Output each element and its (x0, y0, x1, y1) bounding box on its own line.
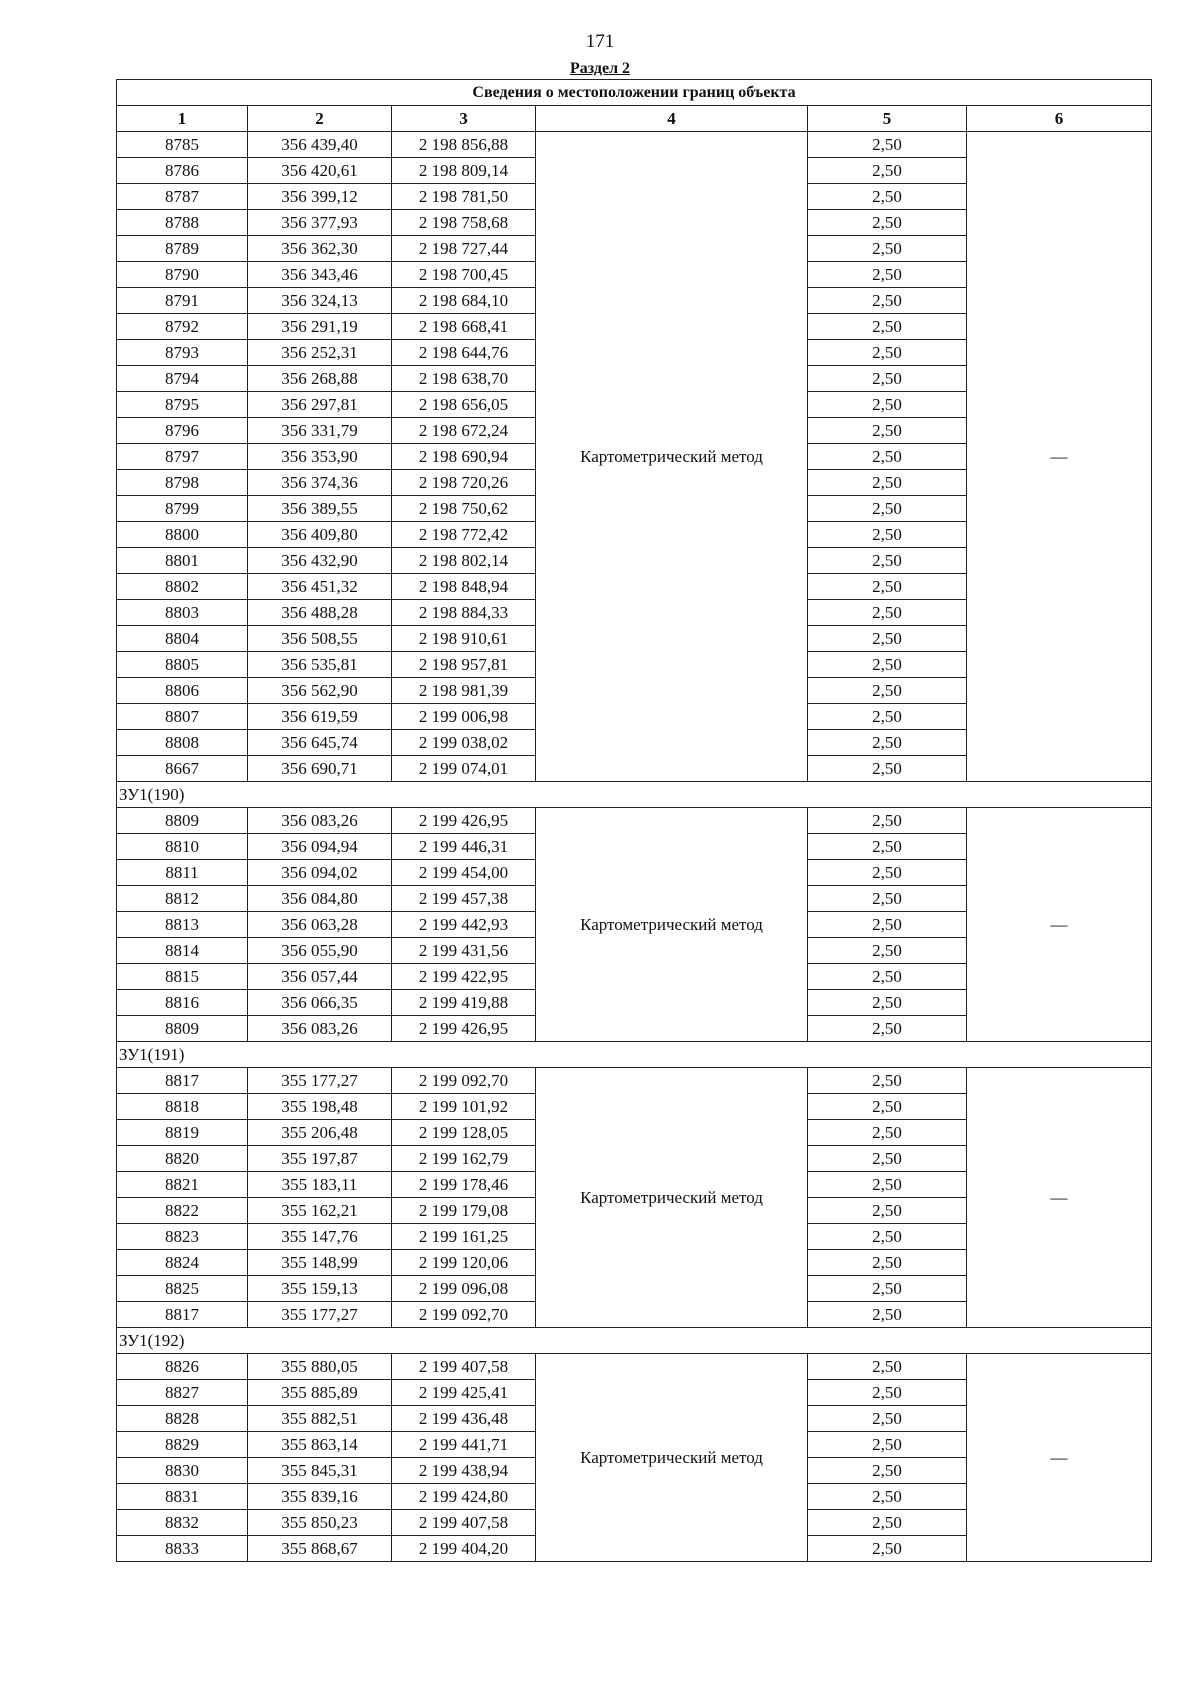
point-number-cell: 8826 (117, 1354, 248, 1380)
y-coordinate-cell: 2 199 038,02 (392, 730, 536, 756)
accuracy-cell: 2,50 (808, 1146, 967, 1172)
point-number-cell: 8667 (117, 756, 248, 782)
notes-cell: — (967, 1354, 1152, 1562)
point-number-cell: 8787 (117, 184, 248, 210)
accuracy-cell: 2,50 (808, 938, 967, 964)
accuracy-cell: 2,50 (808, 1432, 967, 1458)
point-number-cell: 8792 (117, 314, 248, 340)
table-body (117, 132, 1152, 1562)
point-number-cell: 8818 (117, 1094, 248, 1120)
y-coordinate-cell: 2 199 431,56 (392, 938, 536, 964)
table-row (117, 1354, 1152, 1380)
x-coordinate-cell: 355 198,48 (248, 1094, 392, 1120)
accuracy-cell: 2,50 (808, 860, 967, 886)
point-number-cell: 8811 (117, 860, 248, 886)
point-number-cell: 8805 (117, 652, 248, 678)
y-coordinate-cell: 2 198 856,88 (392, 132, 536, 158)
accuracy-cell: 2,50 (808, 1276, 967, 1302)
accuracy-cell: 2,50 (808, 626, 967, 652)
x-coordinate-cell: 356 374,36 (248, 470, 392, 496)
point-number-cell: 8808 (117, 730, 248, 756)
point-number-cell: 8814 (117, 938, 248, 964)
accuracy-cell: 2,50 (808, 1094, 967, 1120)
y-coordinate-cell: 2 198 981,39 (392, 678, 536, 704)
accuracy-cell: 2,50 (808, 158, 967, 184)
x-coordinate-cell: 355 868,67 (248, 1536, 392, 1562)
x-coordinate-cell: 356 094,94 (248, 834, 392, 860)
x-coordinate-cell: 355 880,05 (248, 1354, 392, 1380)
accuracy-cell: 2,50 (808, 444, 967, 470)
point-number-cell: 8830 (117, 1458, 248, 1484)
point-number-cell: 8796 (117, 418, 248, 444)
accuracy-cell: 2,50 (808, 288, 967, 314)
y-coordinate-cell: 2 199 457,38 (392, 886, 536, 912)
group-label: ЗУ1(192) (117, 1328, 1152, 1354)
accuracy-cell: 2,50 (808, 730, 967, 756)
x-coordinate-cell: 356 389,55 (248, 496, 392, 522)
y-coordinate-cell: 2 199 404,20 (392, 1536, 536, 1562)
accuracy-cell: 2,50 (808, 886, 967, 912)
x-coordinate-cell: 355 197,87 (248, 1146, 392, 1172)
section-title: Раздел 2 (569, 60, 631, 77)
point-number-cell: 8828 (117, 1406, 248, 1432)
x-coordinate-cell: 356 083,26 (248, 808, 392, 834)
y-coordinate-cell: 2 199 178,46 (392, 1172, 536, 1198)
y-coordinate-cell: 2 199 128,05 (392, 1120, 536, 1146)
y-coordinate-cell: 2 198 910,61 (392, 626, 536, 652)
x-coordinate-cell: 356 362,30 (248, 236, 392, 262)
x-coordinate-cell: 356 331,79 (248, 418, 392, 444)
point-number-cell: 8820 (117, 1146, 248, 1172)
x-coordinate-cell: 355 147,76 (248, 1224, 392, 1250)
point-number-cell: 8831 (117, 1484, 248, 1510)
point-number-cell: 8809 (117, 1016, 248, 1042)
point-number-cell: 8789 (117, 236, 248, 262)
point-number-cell: 8802 (117, 574, 248, 600)
x-coordinate-cell: 356 084,80 (248, 886, 392, 912)
point-number-cell: 8812 (117, 886, 248, 912)
x-coordinate-cell: 356 619,59 (248, 704, 392, 730)
x-coordinate-cell: 355 885,89 (248, 1380, 392, 1406)
accuracy-cell: 2,50 (808, 496, 967, 522)
y-coordinate-cell: 2 198 656,05 (392, 392, 536, 418)
x-coordinate-cell: 355 177,27 (248, 1068, 392, 1094)
accuracy-cell: 2,50 (808, 1068, 967, 1094)
x-coordinate-cell: 356 645,74 (248, 730, 392, 756)
x-coordinate-cell: 355 882,51 (248, 1406, 392, 1432)
point-number-cell: 8800 (117, 522, 248, 548)
accuracy-cell: 2,50 (808, 1198, 967, 1224)
x-coordinate-cell: 356 409,80 (248, 522, 392, 548)
accuracy-cell: 2,50 (808, 132, 967, 158)
x-coordinate-cell: 356 094,02 (248, 860, 392, 886)
point-number-cell: 8823 (117, 1224, 248, 1250)
y-coordinate-cell: 2 199 425,41 (392, 1380, 536, 1406)
y-coordinate-cell: 2 199 446,31 (392, 834, 536, 860)
y-coordinate-cell: 2 199 422,95 (392, 964, 536, 990)
table-title-row (117, 80, 1152, 106)
page-number: 171 (585, 31, 615, 52)
accuracy-cell: 2,50 (808, 262, 967, 288)
y-coordinate-cell: 2 198 672,24 (392, 418, 536, 444)
x-coordinate-cell: 356 297,81 (248, 392, 392, 418)
y-coordinate-cell: 2 199 161,25 (392, 1224, 536, 1250)
method-cell: Картометрический метод (536, 1068, 808, 1328)
y-coordinate-cell: 2 199 006,98 (392, 704, 536, 730)
y-coordinate-cell: 2 198 957,81 (392, 652, 536, 678)
column-header: 3 (392, 106, 536, 132)
group-label-row (117, 782, 1152, 808)
x-coordinate-cell: 355 183,11 (248, 1172, 392, 1198)
x-coordinate-cell: 356 432,90 (248, 548, 392, 574)
accuracy-cell: 2,50 (808, 652, 967, 678)
accuracy-cell: 2,50 (808, 548, 967, 574)
point-number-cell: 8797 (117, 444, 248, 470)
y-coordinate-cell: 2 198 720,26 (392, 470, 536, 496)
column-header: 1 (117, 106, 248, 132)
accuracy-cell: 2,50 (808, 1536, 967, 1562)
point-number-cell: 8791 (117, 288, 248, 314)
point-number-cell: 8827 (117, 1380, 248, 1406)
y-coordinate-cell: 2 199 162,79 (392, 1146, 536, 1172)
y-coordinate-cell: 2 199 426,95 (392, 1016, 536, 1042)
y-coordinate-cell: 2 198 644,76 (392, 340, 536, 366)
boundary-coordinates-table (116, 79, 1152, 1562)
point-number-cell: 8822 (117, 1198, 248, 1224)
x-coordinate-cell: 355 159,13 (248, 1276, 392, 1302)
accuracy-cell: 2,50 (808, 184, 967, 210)
x-coordinate-cell: 356 439,40 (248, 132, 392, 158)
y-coordinate-cell: 2 199 438,94 (392, 1458, 536, 1484)
accuracy-cell: 2,50 (808, 1172, 967, 1198)
y-coordinate-cell: 2 198 781,50 (392, 184, 536, 210)
x-coordinate-cell: 356 420,61 (248, 158, 392, 184)
accuracy-cell: 2,50 (808, 366, 967, 392)
y-coordinate-cell: 2 199 092,70 (392, 1302, 536, 1328)
point-number-cell: 8790 (117, 262, 248, 288)
accuracy-cell: 2,50 (808, 418, 967, 444)
group-label-row (117, 1328, 1152, 1354)
y-coordinate-cell: 2 198 884,33 (392, 600, 536, 626)
y-coordinate-cell: 2 199 101,92 (392, 1094, 536, 1120)
point-number-cell: 8788 (117, 210, 248, 236)
y-coordinate-cell: 2 199 436,48 (392, 1406, 536, 1432)
y-coordinate-cell: 2 199 419,88 (392, 990, 536, 1016)
point-number-cell: 8825 (117, 1276, 248, 1302)
accuracy-cell: 2,50 (808, 1250, 967, 1276)
x-coordinate-cell: 355 863,14 (248, 1432, 392, 1458)
table-row (117, 808, 1152, 834)
point-number-cell: 8821 (117, 1172, 248, 1198)
point-number-cell: 8795 (117, 392, 248, 418)
point-number-cell: 8809 (117, 808, 248, 834)
x-coordinate-cell: 356 488,28 (248, 600, 392, 626)
group-label: ЗУ1(191) (117, 1042, 1152, 1068)
accuracy-cell: 2,50 (808, 990, 967, 1016)
point-number-cell: 8794 (117, 366, 248, 392)
x-coordinate-cell: 356 399,12 (248, 184, 392, 210)
x-coordinate-cell: 356 377,93 (248, 210, 392, 236)
group-label: ЗУ1(190) (117, 782, 1152, 808)
x-coordinate-cell: 356 508,55 (248, 626, 392, 652)
column-header: 4 (536, 106, 808, 132)
accuracy-cell: 2,50 (808, 1120, 967, 1146)
point-number-cell: 8810 (117, 834, 248, 860)
y-coordinate-cell: 2 198 848,94 (392, 574, 536, 600)
accuracy-cell: 2,50 (808, 834, 967, 860)
x-coordinate-cell: 356 343,46 (248, 262, 392, 288)
accuracy-cell: 2,50 (808, 1484, 967, 1510)
accuracy-cell: 2,50 (808, 678, 967, 704)
x-coordinate-cell: 356 252,31 (248, 340, 392, 366)
x-coordinate-cell: 356 535,81 (248, 652, 392, 678)
accuracy-cell: 2,50 (808, 1510, 967, 1536)
x-coordinate-cell: 356 353,90 (248, 444, 392, 470)
accuracy-cell: 2,50 (808, 470, 967, 496)
accuracy-cell: 2,50 (808, 236, 967, 262)
column-number-row (117, 106, 1152, 132)
x-coordinate-cell: 355 845,31 (248, 1458, 392, 1484)
x-coordinate-cell: 356 066,35 (248, 990, 392, 1016)
y-coordinate-cell: 2 198 758,68 (392, 210, 536, 236)
x-coordinate-cell: 356 268,88 (248, 366, 392, 392)
accuracy-cell: 2,50 (808, 522, 967, 548)
y-coordinate-cell: 2 199 179,08 (392, 1198, 536, 1224)
point-number-cell: 8806 (117, 678, 248, 704)
point-number-cell: 8817 (117, 1068, 248, 1094)
accuracy-cell: 2,50 (808, 600, 967, 626)
x-coordinate-cell: 355 850,23 (248, 1510, 392, 1536)
y-coordinate-cell: 2 198 668,41 (392, 314, 536, 340)
x-coordinate-cell: 356 057,44 (248, 964, 392, 990)
x-coordinate-cell: 355 177,27 (248, 1302, 392, 1328)
y-coordinate-cell: 2 199 442,93 (392, 912, 536, 938)
x-coordinate-cell: 355 148,99 (248, 1250, 392, 1276)
accuracy-cell: 2,50 (808, 210, 967, 236)
y-coordinate-cell: 2 199 407,58 (392, 1354, 536, 1380)
table-title: Сведения о местоположении границ объекта (117, 80, 1152, 106)
y-coordinate-cell: 2 198 638,70 (392, 366, 536, 392)
accuracy-cell: 2,50 (808, 1354, 967, 1380)
point-number-cell: 8829 (117, 1432, 248, 1458)
y-coordinate-cell: 2 199 454,00 (392, 860, 536, 886)
accuracy-cell: 2,50 (808, 1406, 967, 1432)
point-number-cell: 8798 (117, 470, 248, 496)
accuracy-cell: 2,50 (808, 704, 967, 730)
y-coordinate-cell: 2 199 407,58 (392, 1510, 536, 1536)
point-number-cell: 8803 (117, 600, 248, 626)
accuracy-cell: 2,50 (808, 574, 967, 600)
x-coordinate-cell: 356 451,32 (248, 574, 392, 600)
point-number-cell: 8804 (117, 626, 248, 652)
y-coordinate-cell: 2 199 096,08 (392, 1276, 536, 1302)
y-coordinate-cell: 2 198 750,62 (392, 496, 536, 522)
y-coordinate-cell: 2 198 727,44 (392, 236, 536, 262)
y-coordinate-cell: 2 198 700,45 (392, 262, 536, 288)
y-coordinate-cell: 2 199 441,71 (392, 1432, 536, 1458)
accuracy-cell: 2,50 (808, 1302, 967, 1328)
point-number-cell: 8793 (117, 340, 248, 366)
point-number-cell: 8833 (117, 1536, 248, 1562)
x-coordinate-cell: 356 562,90 (248, 678, 392, 704)
accuracy-cell: 2,50 (808, 756, 967, 782)
y-coordinate-cell: 2 199 120,06 (392, 1250, 536, 1276)
y-coordinate-cell: 2 199 092,70 (392, 1068, 536, 1094)
y-coordinate-cell: 2 198 772,42 (392, 522, 536, 548)
accuracy-cell: 2,50 (808, 912, 967, 938)
y-coordinate-cell: 2 198 802,14 (392, 548, 536, 574)
y-coordinate-cell: 2 199 074,01 (392, 756, 536, 782)
x-coordinate-cell: 355 162,21 (248, 1198, 392, 1224)
y-coordinate-cell: 2 198 809,14 (392, 158, 536, 184)
point-number-cell: 8817 (117, 1302, 248, 1328)
x-coordinate-cell: 356 083,26 (248, 1016, 392, 1042)
x-coordinate-cell: 356 324,13 (248, 288, 392, 314)
point-number-cell: 8819 (117, 1120, 248, 1146)
column-header: 6 (967, 106, 1152, 132)
x-coordinate-cell: 355 839,16 (248, 1484, 392, 1510)
accuracy-cell: 2,50 (808, 314, 967, 340)
column-header: 5 (808, 106, 967, 132)
accuracy-cell: 2,50 (808, 1224, 967, 1250)
column-header: 2 (248, 106, 392, 132)
point-number-cell: 8824 (117, 1250, 248, 1276)
point-number-cell: 8785 (117, 132, 248, 158)
accuracy-cell: 2,50 (808, 808, 967, 834)
x-coordinate-cell: 356 291,19 (248, 314, 392, 340)
point-number-cell: 8813 (117, 912, 248, 938)
accuracy-cell: 2,50 (808, 1380, 967, 1406)
point-number-cell: 8786 (117, 158, 248, 184)
point-number-cell: 8807 (117, 704, 248, 730)
accuracy-cell: 2,50 (808, 340, 967, 366)
x-coordinate-cell: 356 690,71 (248, 756, 392, 782)
y-coordinate-cell: 2 199 424,80 (392, 1484, 536, 1510)
point-number-cell: 8801 (117, 548, 248, 574)
group-label-row (117, 1042, 1152, 1068)
notes-cell: — (967, 1068, 1152, 1328)
x-coordinate-cell: 355 206,48 (248, 1120, 392, 1146)
y-coordinate-cell: 2 199 426,95 (392, 808, 536, 834)
point-number-cell: 8832 (117, 1510, 248, 1536)
accuracy-cell: 2,50 (808, 1458, 967, 1484)
notes-cell: — (967, 132, 1152, 782)
method-cell: Картометрический метод (536, 808, 808, 1042)
accuracy-cell: 2,50 (808, 392, 967, 418)
point-number-cell: 8799 (117, 496, 248, 522)
y-coordinate-cell: 2 198 684,10 (392, 288, 536, 314)
accuracy-cell: 2,50 (808, 1016, 967, 1042)
method-cell: Картометрический метод (536, 132, 808, 782)
y-coordinate-cell: 2 198 690,94 (392, 444, 536, 470)
accuracy-cell: 2,50 (808, 964, 967, 990)
table-row (117, 132, 1152, 158)
x-coordinate-cell: 356 063,28 (248, 912, 392, 938)
table-row (117, 1068, 1152, 1094)
method-cell: Картометрический метод (536, 1354, 808, 1562)
point-number-cell: 8816 (117, 990, 248, 1016)
x-coordinate-cell: 356 055,90 (248, 938, 392, 964)
point-number-cell: 8815 (117, 964, 248, 990)
notes-cell: — (967, 808, 1152, 1042)
